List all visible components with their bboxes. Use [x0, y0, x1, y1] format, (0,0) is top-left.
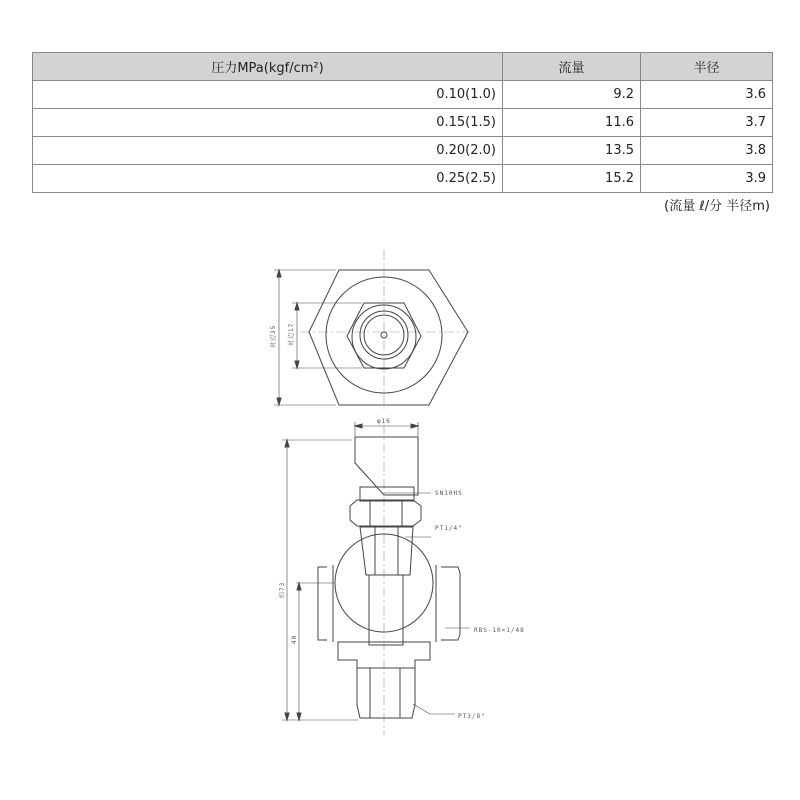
- cell-flow: 9.2: [503, 81, 641, 109]
- top-view: [274, 250, 470, 412]
- header-radius: 半径: [641, 53, 773, 81]
- cell-flow: 15.2: [503, 165, 641, 193]
- dim-label-diameter: φ16: [377, 418, 391, 425]
- cell-radius: 3.7: [641, 109, 773, 137]
- dim-label-lower: 40: [291, 634, 298, 644]
- outer-hex-nut: [309, 270, 468, 405]
- cell-pressure: 0.20(2.0): [33, 137, 503, 165]
- side-view: [282, 422, 470, 735]
- label-thread-top: PT1/4": [435, 525, 463, 532]
- nozzle-hex: [350, 500, 421, 526]
- dim-label-35: 対辺35: [270, 324, 277, 348]
- header-flow: 流量: [503, 53, 641, 81]
- dim-label-17: 対辺17: [288, 322, 295, 346]
- unit-note: (流量 ℓ/分 半径m): [664, 199, 770, 214]
- label-model: SN10HS: [435, 490, 463, 497]
- bottom-thread: [357, 668, 415, 718]
- cell-radius: 3.8: [641, 137, 773, 165]
- header-pressure: 圧力MPa(kgf/cm²): [33, 53, 503, 81]
- deflector-head: [355, 437, 418, 495]
- cell-radius: 3.6: [641, 81, 773, 109]
- dim-label-overall: 約73: [279, 581, 286, 598]
- cell-pressure: 0.25(2.5): [33, 165, 503, 193]
- cell-flow: 13.5: [503, 137, 641, 165]
- cell-flow: 11.6: [503, 109, 641, 137]
- label-thread-bottom: PT3/8": [458, 713, 486, 720]
- cell-pressure: 0.15(1.5): [33, 109, 503, 137]
- cell-radius: 3.9: [641, 165, 773, 193]
- cell-pressure: 0.10(1.0): [33, 81, 503, 109]
- label-pipe: RBS-10×1/48: [474, 627, 525, 634]
